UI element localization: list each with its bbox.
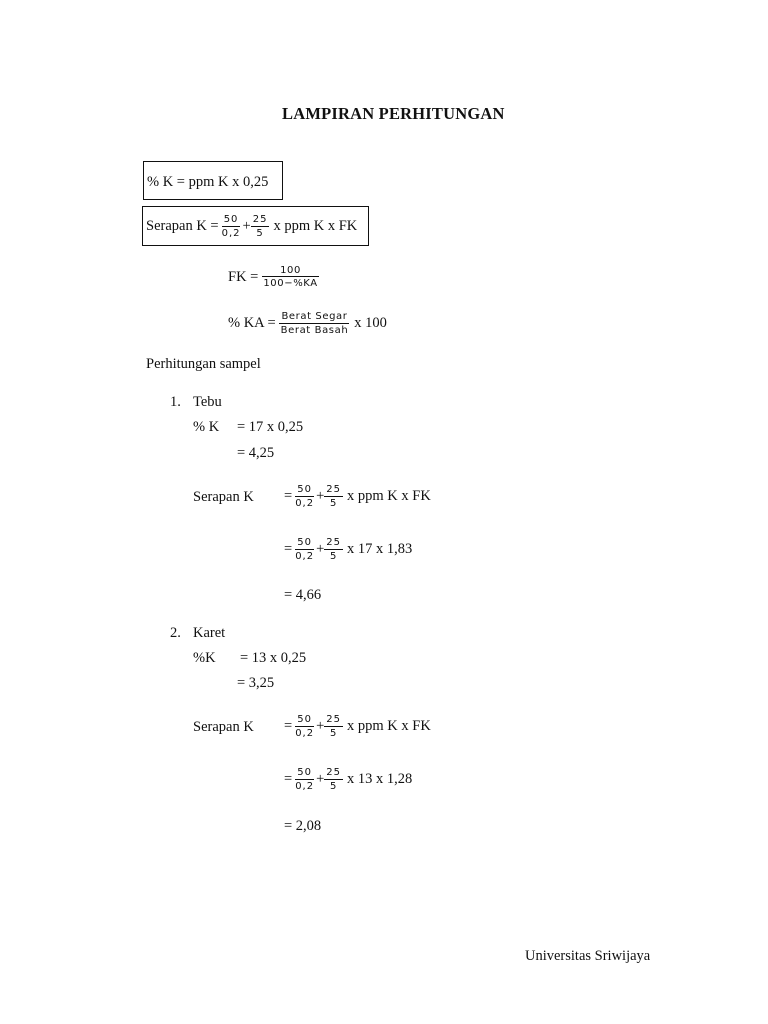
sample-2-name: Karet [193,625,226,641]
equals-sign: = [284,487,293,504]
sample-2-line1-tail: x ppm K x FK [347,717,431,734]
ka-label: % KA = [228,314,276,331]
ka-fraction: $\frac{\text{Berat Segar}}{\text{Berat Basah}}$ [280,310,349,336]
fraction-25-over-5: $\frac{25}{5}$ [252,213,268,239]
ka-tail: x 100 [354,314,387,331]
fraction-25-over-5: $\frac{25}{5}$ [326,483,342,509]
fraction-50-over-0-2: $\frac{50}{0,2}$ [295,713,315,739]
sample-2-result: = 2,08 [284,818,322,834]
serapan-k-formula-box [142,206,369,246]
plus-sign: + [316,540,325,557]
serapan-k-label: Serapan K = [146,217,219,234]
fk-formula [228,262,321,292]
sample-1-line2-tail: x 17 x 1,83 [347,540,413,557]
sample-2-serapan-line2 [284,764,412,794]
fraction-25-over-5: $\frac{25}{5}$ [326,766,342,792]
sample-1-serapan-label: Serapan K [193,489,254,505]
sample-1-serapan-line2 [284,534,412,564]
fraction-25-over-5: $\frac{25}{5}$ [326,713,342,739]
sample-1-percent-k-label: % K [193,419,220,435]
percent-k-formula: % K = ppm K x 0,25 [147,174,269,190]
sample-1-number: 1. [170,394,181,410]
fk-fraction: $\frac{100}{100-\%KA}$ [263,265,318,289]
serapan-k-formula [146,211,357,241]
fk-label: FK = [228,268,259,285]
equals-sign: = [284,770,293,787]
ka-formula [228,308,387,338]
equals-sign: = [284,717,293,734]
plus-sign: + [316,770,325,787]
sample-2-line2-tail: x 13 x 1,28 [347,770,413,787]
sample-2-percent-k-eq2: = 3,25 [237,675,275,691]
plus-sign: + [242,217,251,234]
sample-2-percent-k-eq1: = 13 x 0,25 [240,650,307,666]
sample-2-serapan-line1 [284,711,431,741]
sample-2-number: 2. [170,625,181,641]
section-heading: Perhitungan sampel [146,356,261,372]
equals-sign: = [284,540,293,557]
sample-1-percent-k-eq1: = 17 x 0,25 [237,419,304,435]
plus-sign: + [316,487,325,504]
sample-1-serapan-line1 [284,481,431,511]
sample-2-percent-k-label: %K [193,650,216,666]
sample-1-name: Tebu [193,394,222,410]
sample-1-result: = 4,66 [284,587,322,603]
page-footer: Universitas Sriwijaya [525,948,651,964]
sample-1-percent-k-eq2: = 4,25 [237,445,275,461]
fraction-25-over-5: $\frac{25}{5}$ [326,536,342,562]
percent-k-formula-box [143,161,283,200]
page-title: LAMPIRAN PERHITUNGAN [282,104,505,123]
fraction-50-over-0-2: $\frac{50}{0,2}$ [295,766,315,792]
fraction-50-over-0-2: $\frac{50}{0,2}$ [295,483,315,509]
fraction-50-over-0-2: $\frac{50}{0,2}$ [295,536,315,562]
fraction-50-over-0-2: $\frac{50}{0,2}$ [221,213,241,239]
plus-sign: + [316,717,325,734]
serapan-k-tail: x ppm K x FK [273,217,358,234]
sample-1-line1-tail: x ppm K x FK [347,487,431,504]
sample-2-serapan-label: Serapan K [193,719,254,735]
